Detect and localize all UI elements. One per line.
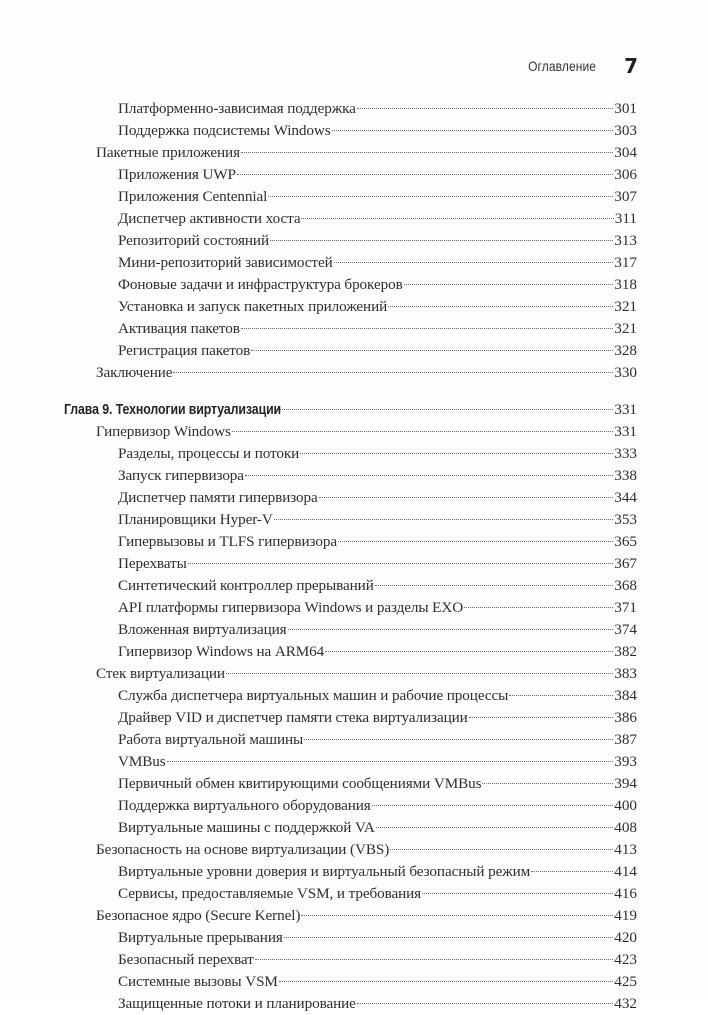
toc-entry[interactable] <box>118 208 637 230</box>
toc-entry-title: Разделы, процессы и потоки <box>118 445 300 462</box>
toc-entry[interactable] <box>118 531 637 553</box>
toc-entry[interactable] <box>96 421 637 443</box>
dot-leader <box>319 497 614 498</box>
dot-leader <box>232 431 613 432</box>
toc-entry[interactable] <box>118 553 637 575</box>
toc-entry-title: Приложения Centennial <box>118 188 268 205</box>
dot-leader <box>357 1003 613 1004</box>
dot-leader <box>338 541 613 542</box>
toc-entry[interactable] <box>118 861 637 883</box>
toc-entry-page: 432 <box>614 995 637 1012</box>
toc-entry[interactable] <box>118 509 637 531</box>
toc-entry[interactable] <box>118 597 637 619</box>
toc-entry-page: 311 <box>614 210 637 227</box>
toc-entry[interactable] <box>96 142 637 164</box>
toc-entry-title: Безопасное ядро (Secure Kernel) <box>96 907 301 924</box>
dot-leader <box>284 937 613 938</box>
dot-leader <box>167 761 614 762</box>
toc-entry-page: 331 <box>614 401 637 418</box>
toc-entry-page: 416 <box>614 885 637 902</box>
toc-entry-title: Мини-репозиторий зависимостей <box>118 254 333 271</box>
toc-entry-page: 338 <box>614 467 637 484</box>
toc-entry-page: 394 <box>614 775 637 792</box>
toc-entry-page: 365 <box>614 533 637 550</box>
toc-entry-title: Поддержка подсистемы Windows <box>118 122 331 139</box>
toc-entry-title: Синтетический контроллер прерываний <box>118 577 374 594</box>
toc-entry-title: Системные вызовы VSM <box>118 973 278 990</box>
toc-entry[interactable] <box>118 164 637 186</box>
toc-entry-page: 384 <box>614 687 637 704</box>
toc-entry-page: 420 <box>614 929 637 946</box>
toc-entry-title: Гипервизор Windows на ARM64 <box>118 643 325 660</box>
toc-entry-title: Первичный обмен квитирующими сообщениями VMBus <box>118 775 482 792</box>
toc-entry-title: Глава 9. Технологии виртуализации <box>64 402 282 418</box>
toc-entry[interactable] <box>118 340 637 362</box>
toc-entry-title: Заключение <box>96 364 173 381</box>
toc-entry-title: Защищенные потоки и планирование <box>118 995 356 1012</box>
dot-leader <box>268 196 613 197</box>
toc-entry-title: Приложения UWP <box>118 166 236 183</box>
toc-entry[interactable] <box>96 362 637 384</box>
toc-entry-title: Служба диспетчера виртуальных машин и рабочие процессы <box>118 687 509 704</box>
dot-leader <box>332 130 614 131</box>
toc-entry-page: 331 <box>614 423 637 440</box>
dot-leader <box>304 739 613 740</box>
toc-entry-page: 387 <box>614 731 637 748</box>
toc-entry-title: VMBus <box>118 753 166 770</box>
toc-entry[interactable] <box>118 443 637 465</box>
dot-leader <box>226 673 613 674</box>
toc-entry[interactable] <box>118 949 637 971</box>
toc-entry-title: Сервисы, предоставляемые VSM, и требования <box>118 885 422 902</box>
toc-entry-title: Установка и запуск пакетных приложений <box>118 298 388 315</box>
toc-entry[interactable] <box>118 773 637 795</box>
toc-entry[interactable] <box>118 186 637 208</box>
toc-entry-page: 330 <box>614 364 637 381</box>
toc-entry-page: 386 <box>614 709 637 726</box>
toc-entry-page: 304 <box>614 144 637 161</box>
dot-leader <box>188 563 614 564</box>
dot-leader <box>325 651 613 652</box>
dot-leader <box>469 717 614 718</box>
toc-entry[interactable] <box>96 839 637 861</box>
dot-leader <box>300 453 613 454</box>
toc-entry[interactable] <box>118 487 637 509</box>
dot-leader <box>357 108 613 109</box>
toc-entry-page: 333 <box>614 445 637 462</box>
toc-entry-title: Виртуальные уровни доверия и виртуальный безопасный режим <box>118 863 531 880</box>
toc-entry-page: 367 <box>614 555 637 572</box>
dot-leader <box>301 218 613 219</box>
toc-entry-page: 414 <box>614 863 637 880</box>
toc-entry-title: Диспетчер памяти гипервизора <box>118 489 318 506</box>
toc-entry[interactable] <box>118 120 637 142</box>
toc-entry-page: 423 <box>614 951 637 968</box>
toc-entry-title: Репозиторий состояний <box>118 232 269 249</box>
section-title: Оглавление <box>528 58 596 74</box>
toc-entry-title: Виртуальные машины с поддержкой VA <box>118 819 375 836</box>
toc-entry[interactable] <box>118 98 637 120</box>
toc-entry[interactable] <box>96 905 637 927</box>
toc-entry[interactable] <box>118 465 637 487</box>
toc-entry-page: 344 <box>614 489 637 506</box>
toc-entry-page: 393 <box>614 753 637 770</box>
toc-entry-title: Гипервизор Windows <box>96 423 231 440</box>
toc-entry-title: Вложенная виртуализация <box>118 621 287 638</box>
toc-entry-page: 318 <box>614 276 637 293</box>
toc-entry-page: 328 <box>614 342 637 359</box>
dot-leader <box>375 585 613 586</box>
toc-entry-title: Пакетные приложения <box>96 144 240 161</box>
toc-entry-page: 303 <box>614 122 637 139</box>
toc-entry-page: 301 <box>614 100 637 117</box>
toc-entry-page: 321 <box>614 298 637 315</box>
toc-entry[interactable] <box>118 729 637 751</box>
toc-entry-title: Планировщики Hyper-V <box>118 511 273 528</box>
dot-leader <box>270 240 613 241</box>
dot-leader <box>237 174 613 175</box>
toc-entry-page: 313 <box>614 232 637 249</box>
dot-leader <box>245 475 613 476</box>
dot-leader <box>241 152 613 153</box>
toc-entry[interactable] <box>118 751 637 773</box>
toc-entry-page: 368 <box>614 577 637 594</box>
toc-entry-page: 408 <box>614 819 637 836</box>
toc-entry-page: 307 <box>614 188 637 205</box>
toc-entry-page: 419 <box>614 907 637 924</box>
toc-entry-title: Поддержка виртуального оборудования <box>118 797 371 814</box>
toc-entry[interactable] <box>118 971 637 993</box>
dot-leader <box>376 827 613 828</box>
toc-entry-title: Безопасный перехват <box>118 951 254 968</box>
toc-entry-title: Перехваты <box>118 555 187 572</box>
toc-entry[interactable] <box>118 707 637 729</box>
toc-entry-page: 317 <box>614 254 637 271</box>
toc-entry-page: 400 <box>614 797 637 814</box>
toc-entry[interactable] <box>118 619 637 641</box>
toc-entry[interactable] <box>118 641 637 663</box>
dot-leader <box>482 783 613 784</box>
dot-leader <box>464 607 613 608</box>
toc-entry-title: Диспетчер активности хоста <box>118 210 301 227</box>
page-number: 7 <box>624 54 638 78</box>
running-header <box>0 56 708 80</box>
dot-leader <box>390 849 613 850</box>
dot-leader <box>509 695 613 696</box>
toc-entry[interactable] <box>118 230 637 252</box>
toc-entry-title: Платформенно-зависимая поддержка <box>118 100 356 117</box>
toc-entry-title: Гипервызовы и TLFS гипервизора <box>118 533 337 550</box>
dot-leader <box>301 915 613 916</box>
toc-entry[interactable] <box>118 252 637 274</box>
dot-leader <box>173 372 613 373</box>
toc-entry[interactable] <box>118 685 637 707</box>
toc-entry-title: Активация пакетов <box>118 320 240 337</box>
toc-entry-page: 425 <box>614 973 637 990</box>
dot-leader <box>388 306 613 307</box>
toc-entry-title: Запуск гипервизора <box>118 467 244 484</box>
toc-entry[interactable] <box>118 993 637 1015</box>
toc-entry-title: Виртуальные прерывания <box>118 929 283 946</box>
toc-entry[interactable] <box>118 296 637 318</box>
toc-entry[interactable] <box>118 274 637 296</box>
dot-leader <box>372 805 614 806</box>
toc-entry[interactable] <box>96 663 637 685</box>
toc-entry-page: 306 <box>614 166 637 183</box>
toc-entry-title: Безопасность на основе виртуализации (VBS) <box>96 841 390 858</box>
dot-leader <box>241 328 613 329</box>
dot-leader <box>251 350 613 351</box>
dot-leader <box>274 409 613 410</box>
toc-entry-page: 353 <box>614 511 637 528</box>
toc-entry[interactable] <box>118 575 637 597</box>
toc-entry-page: 413 <box>614 841 637 858</box>
dot-leader <box>279 981 613 982</box>
dot-leader <box>288 629 614 630</box>
dot-leader <box>255 959 614 960</box>
toc-entry-title: Фоновые задачи и инфраструктура брокеров <box>118 276 403 293</box>
dot-leader <box>274 519 614 520</box>
toc-entry-page: 383 <box>614 665 637 682</box>
dot-leader <box>334 262 614 263</box>
toc-entry[interactable] <box>118 817 637 839</box>
dot-leader <box>404 284 614 285</box>
toc-entry[interactable] <box>118 318 637 340</box>
dot-leader <box>422 893 613 894</box>
toc-entry[interactable] <box>118 795 637 817</box>
toc-chapter-entry[interactable] <box>64 399 637 421</box>
toc-entry-page: 374 <box>614 621 637 638</box>
toc-entry-title: API платформы гипервизора Windows и разделы EXO <box>118 599 464 616</box>
toc-entry-title: Стек виртуализации <box>96 665 225 682</box>
toc-entry-title: Регистрация пакетов <box>118 342 251 359</box>
dot-leader <box>531 871 613 872</box>
toc-entry-page: 321 <box>614 320 637 337</box>
toc-entry-title: Драйвер VID и диспетчер памяти стека виртуализации <box>118 709 468 726</box>
toc-entry[interactable] <box>118 883 637 905</box>
toc-entry-page: 371 <box>614 599 637 616</box>
toc-entry-title: Работа виртуальной машины <box>118 731 304 748</box>
toc-entry[interactable] <box>118 927 637 949</box>
toc-entry-page: 382 <box>614 643 637 660</box>
